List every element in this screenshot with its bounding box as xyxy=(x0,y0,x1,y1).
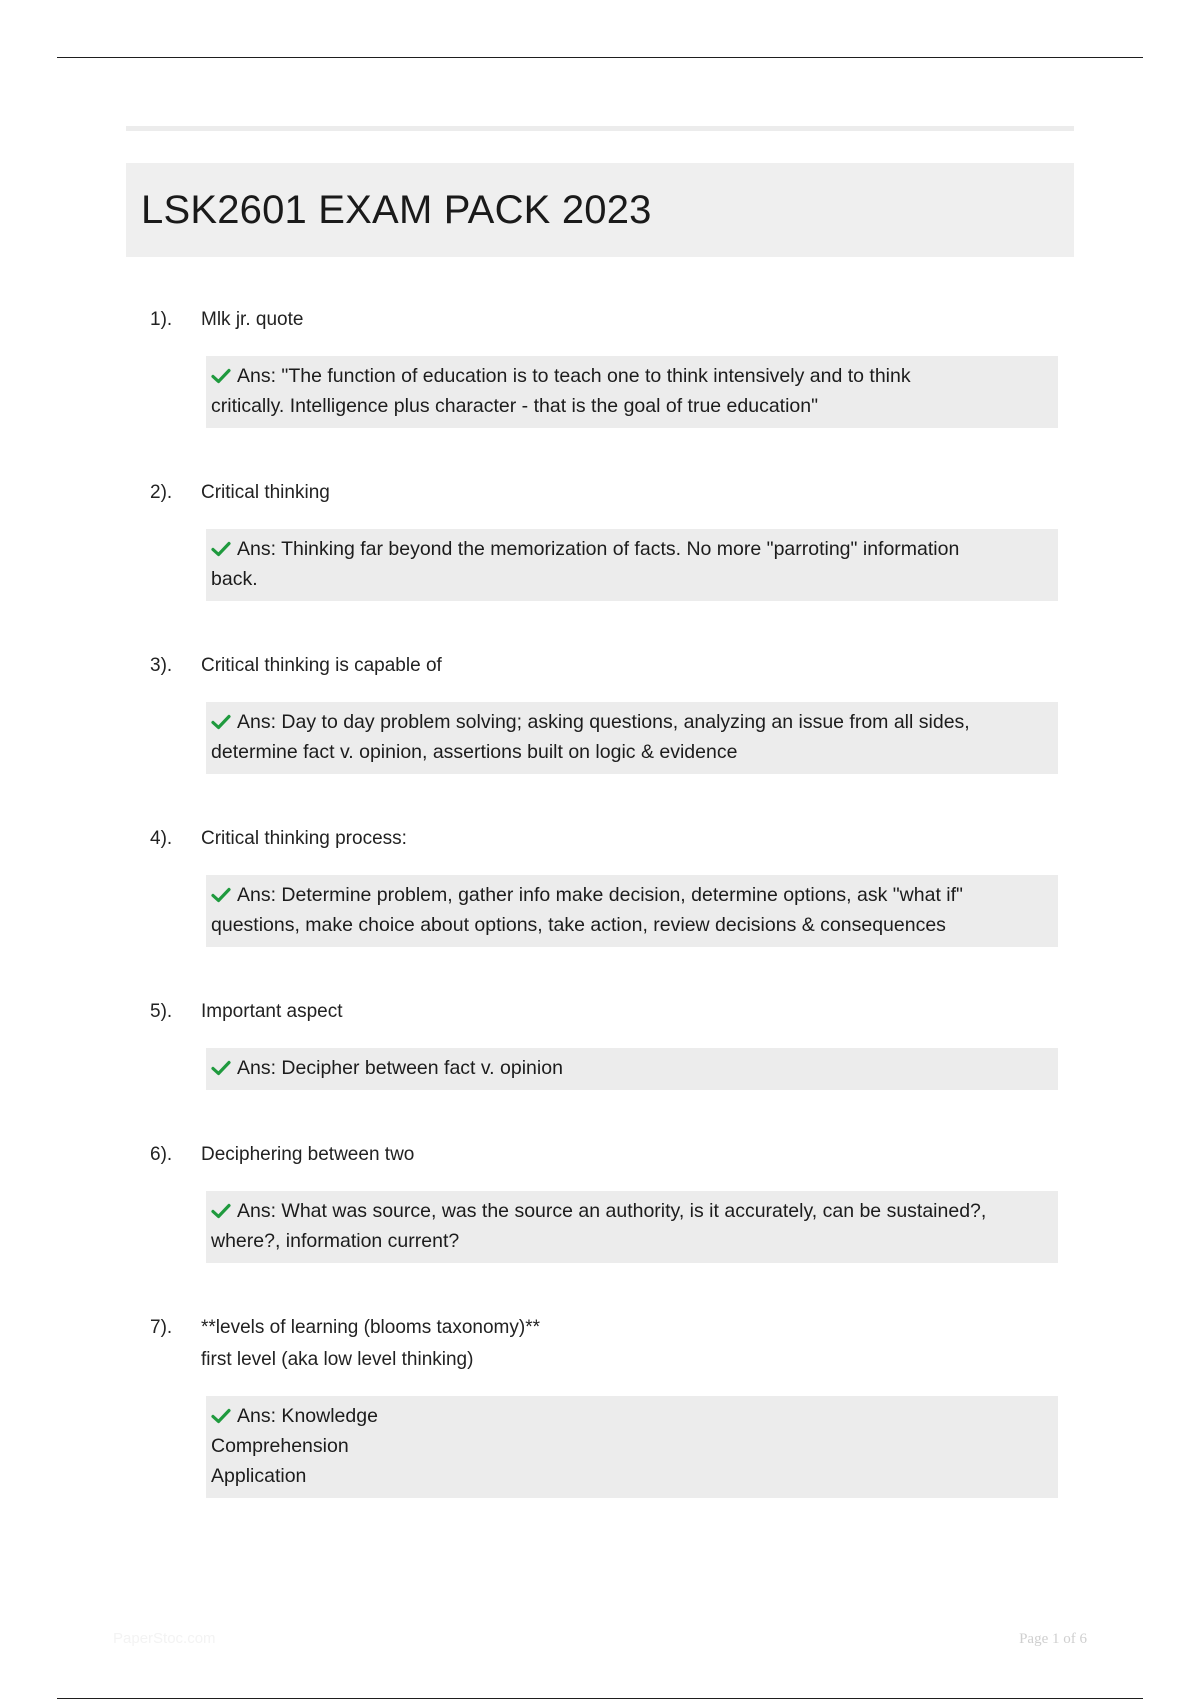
question-text: Critical thinking is capable of xyxy=(201,655,442,676)
question-number: 4). xyxy=(150,828,173,849)
answer-line xyxy=(211,1196,1044,1226)
answer-text: Application xyxy=(211,1465,307,1487)
answer-text: where?, information current? xyxy=(211,1230,460,1252)
question-item xyxy=(0,477,1200,601)
question-text: Deciphering between two xyxy=(201,1144,415,1165)
answer-text: Ans: Determine problem, gather info make decision, determine options, ask "what if" xyxy=(237,884,963,906)
answer-text: Comprehension xyxy=(211,1435,349,1457)
question-number: 1). xyxy=(150,309,173,330)
answer-text: Ans: Knowledge xyxy=(237,1405,378,1427)
answer-line xyxy=(211,910,1044,940)
answer-text: Ans: What was source, was the source an authority, is it accurately, can be sustained?, xyxy=(237,1200,987,1222)
answer-box xyxy=(206,1396,1058,1498)
answer-line xyxy=(211,1401,1044,1431)
answer-line xyxy=(211,1053,1044,1083)
page-title: LSK2601 EXAM PACK 2023 xyxy=(141,187,652,232)
question-item xyxy=(0,823,1200,947)
question-list xyxy=(0,304,1200,1547)
page-number: Page 1 of 6 xyxy=(1019,1631,1087,1647)
question-row xyxy=(0,650,1200,682)
title-separator xyxy=(126,126,1074,131)
answer-line xyxy=(211,361,1044,391)
answer-text: critically. Intelligence plus character - that is the goal of true education" xyxy=(211,395,819,417)
question-item xyxy=(0,650,1200,774)
answer-line xyxy=(211,564,1044,594)
question-row xyxy=(0,823,1200,855)
title-banner xyxy=(126,163,1074,257)
question-row xyxy=(0,1312,1200,1376)
answer-text: Ans: Decipher between fact v. opinion xyxy=(237,1057,563,1079)
check-icon xyxy=(211,1408,231,1424)
answer-text: Ans: Thinking far beyond the memorization of facts. No more "parroting" information xyxy=(237,538,960,560)
question-number: 7). xyxy=(150,1317,173,1338)
question-number: 5). xyxy=(150,1001,173,1022)
answer-line xyxy=(211,391,1044,421)
answer-text: determine fact v. opinion, assertions built on logic & evidence xyxy=(211,741,738,763)
question-item xyxy=(0,996,1200,1090)
answer-line xyxy=(211,1226,1044,1256)
answer-box xyxy=(206,356,1058,428)
answer-box xyxy=(206,529,1058,601)
question-item xyxy=(0,304,1200,428)
footer-watermark: PaperStoc.com xyxy=(113,1630,216,1647)
answer-line xyxy=(211,1461,1044,1491)
answer-line xyxy=(211,707,1044,737)
check-icon xyxy=(211,368,231,384)
answer-line xyxy=(211,534,1044,564)
check-icon xyxy=(211,1203,231,1219)
top-rule xyxy=(57,57,1143,58)
question-number: 3). xyxy=(150,655,173,676)
question-text: Critical thinking xyxy=(201,482,330,503)
question-number: 6). xyxy=(150,1144,173,1165)
answer-text: Ans: "The function of education is to teach one to think intensively and to think xyxy=(237,365,911,387)
question-item xyxy=(0,1139,1200,1263)
check-icon xyxy=(211,714,231,730)
question-row xyxy=(0,477,1200,509)
question-text: Important aspect xyxy=(201,1001,343,1022)
answer-box xyxy=(206,702,1058,774)
answer-text: back. xyxy=(211,568,258,590)
question-text: **levels of learning (blooms taxonomy)** first level (aka low level thinking) xyxy=(201,1317,540,1370)
question-number: 2). xyxy=(150,482,173,503)
question-row xyxy=(0,996,1200,1028)
answer-text: Ans: Day to day problem solving; asking questions, analyzing an issue from all sides, xyxy=(237,711,970,733)
check-icon xyxy=(211,541,231,557)
question-item xyxy=(0,1312,1200,1498)
answer-text: questions, make choice about options, take action, review decisions & consequences xyxy=(211,914,946,936)
question-row xyxy=(0,1139,1200,1171)
question-text: Mlk jr. quote xyxy=(201,309,304,330)
answer-box xyxy=(206,1048,1058,1090)
bottom-rule xyxy=(57,1698,1143,1699)
answer-line xyxy=(211,1431,1044,1461)
check-icon xyxy=(211,887,231,903)
answer-box xyxy=(206,1191,1058,1263)
answer-line xyxy=(211,880,1044,910)
answer-box xyxy=(206,875,1058,947)
check-icon xyxy=(211,1060,231,1076)
question-row xyxy=(0,304,1200,336)
answer-line xyxy=(211,737,1044,767)
question-text: Critical thinking process: xyxy=(201,828,407,849)
